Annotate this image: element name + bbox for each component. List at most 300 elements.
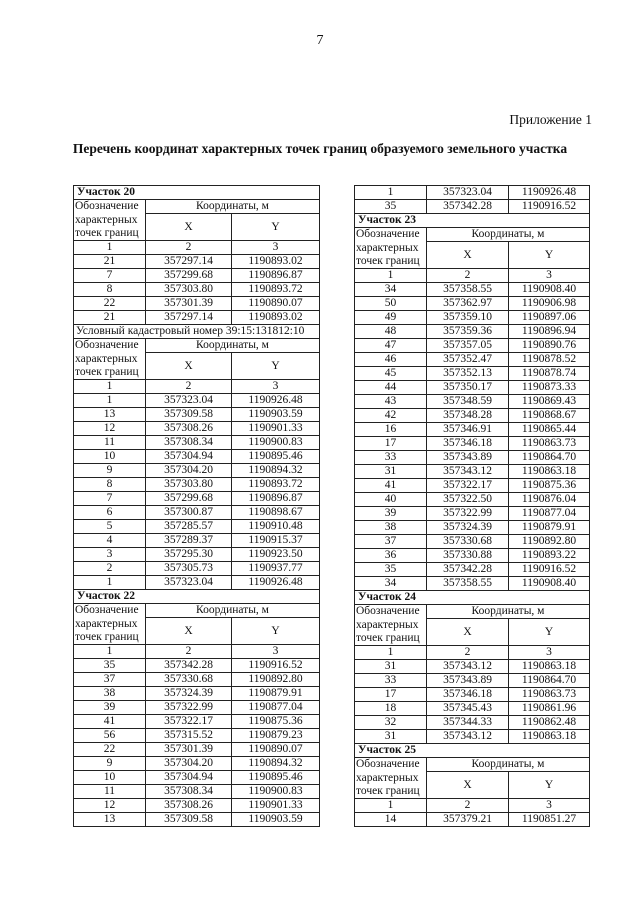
section-title-row <box>355 744 590 758</box>
table-row <box>355 563 590 577</box>
point-id: 11 <box>74 785 146 799</box>
y-value: 1190894.32 <box>232 464 320 478</box>
section-title-row <box>74 325 320 339</box>
section-title: Участок 20 <box>74 186 320 200</box>
y-value: 1190894.32 <box>232 757 320 771</box>
y-value: 1190878.74 <box>509 367 590 381</box>
y-value: 1190910.48 <box>232 520 320 534</box>
point-id: 10 <box>74 771 146 785</box>
x-value: 357308.34 <box>146 785 232 799</box>
x-value: 357343.89 <box>427 451 509 465</box>
x-value: 357330.68 <box>146 673 232 687</box>
column-number-row <box>355 646 590 660</box>
point-id: 37 <box>355 535 427 549</box>
table-row <box>74 297 320 311</box>
point-id: 38 <box>74 687 146 701</box>
designation-header-cont <box>355 619 427 646</box>
y-value: 1190863.18 <box>509 730 590 744</box>
coordinates-header: Координаты, м <box>427 228 590 242</box>
y-value: 1190916.52 <box>232 659 320 673</box>
column-number: 2 <box>427 799 509 813</box>
y-header: Y <box>232 214 320 241</box>
table-row <box>355 297 590 311</box>
point-id: 56 <box>74 729 146 743</box>
point-id: 4 <box>74 534 146 548</box>
x-value: 357379.21 <box>427 813 509 827</box>
point-id: 40 <box>355 493 427 507</box>
table-row <box>355 702 590 716</box>
x-value: 357348.59 <box>427 395 509 409</box>
table-row <box>74 478 320 492</box>
y-value: 1190863.18 <box>509 660 590 674</box>
designation-line: характерных <box>75 352 138 365</box>
point-id: 1 <box>74 394 146 408</box>
column-number: 1 <box>74 241 146 255</box>
table-row <box>355 493 590 507</box>
y-value: 1190864.70 <box>509 451 590 465</box>
y-value: 1190893.22 <box>509 549 590 563</box>
point-id: 11 <box>74 436 146 450</box>
x-header: X <box>427 242 509 269</box>
x-value: 357358.55 <box>427 577 509 591</box>
x-value: 357322.99 <box>146 701 232 715</box>
table-row <box>74 687 320 701</box>
x-value: 357352.13 <box>427 367 509 381</box>
y-value: 1190890.07 <box>232 297 320 311</box>
y-value: 1190895.46 <box>232 450 320 464</box>
y-value: 1190877.04 <box>509 507 590 521</box>
x-header: X <box>427 619 509 646</box>
designation-header: Обозначение <box>355 605 427 619</box>
y-value: 1190877.04 <box>232 701 320 715</box>
x-value: 357297.14 <box>146 255 232 269</box>
x-value: 357342.28 <box>427 563 509 577</box>
section-title-row <box>355 591 590 605</box>
x-header: X <box>427 772 509 799</box>
y-header: Y <box>232 618 320 645</box>
table-row <box>355 200 590 214</box>
x-value: 357346.18 <box>427 688 509 702</box>
y-header: Y <box>509 619 590 646</box>
x-header: X <box>146 618 232 645</box>
y-value: 1190908.40 <box>509 577 590 591</box>
y-value: 1190878.52 <box>509 353 590 367</box>
x-value: 357350.17 <box>427 381 509 395</box>
x-value: 357304.94 <box>146 450 232 464</box>
coordinates-header: Координаты, м <box>146 200 320 214</box>
point-id: 18 <box>355 702 427 716</box>
point-id: 43 <box>355 395 427 409</box>
x-value: 357308.34 <box>146 436 232 450</box>
table-row <box>74 715 320 729</box>
point-id: 35 <box>355 563 427 577</box>
page-number: 7 <box>316 33 324 48</box>
appendix-label: Приложение 1 <box>509 112 592 127</box>
coordinates-header: Координаты, м <box>427 758 590 772</box>
table-row <box>355 367 590 381</box>
point-id: 41 <box>355 479 427 493</box>
table-row <box>355 549 590 563</box>
point-id: 6 <box>74 506 146 520</box>
table-row <box>355 535 590 549</box>
y-value: 1190893.02 <box>232 311 320 325</box>
x-value: 357309.58 <box>146 408 232 422</box>
table-row <box>355 353 590 367</box>
point-id: 1 <box>355 186 427 200</box>
x-value: 357330.88 <box>427 549 509 563</box>
table-row <box>355 423 590 437</box>
y-value: 1190862.48 <box>509 716 590 730</box>
table-row <box>74 813 320 827</box>
x-value: 357322.99 <box>427 507 509 521</box>
point-id: 31 <box>355 730 427 744</box>
column-number: 2 <box>146 645 232 659</box>
y-header: Y <box>509 242 590 269</box>
point-id: 7 <box>74 492 146 506</box>
designation-header: Обозначение <box>355 228 427 242</box>
designation-line: точек границ <box>356 631 420 644</box>
table-row <box>355 479 590 493</box>
table-row <box>355 437 590 451</box>
point-id: 46 <box>355 353 427 367</box>
table-row <box>74 506 320 520</box>
x-value: 357343.12 <box>427 730 509 744</box>
y-value: 1190851.27 <box>509 813 590 827</box>
x-value: 357342.28 <box>427 200 509 214</box>
table-row <box>74 283 320 297</box>
y-value: 1190890.07 <box>232 743 320 757</box>
table-row <box>355 716 590 730</box>
point-id: 33 <box>355 451 427 465</box>
coordinates-table-left <box>73 185 320 827</box>
header-row <box>355 772 590 799</box>
table-row <box>74 729 320 743</box>
y-value: 1190879.23 <box>232 729 320 743</box>
point-id: 10 <box>74 450 146 464</box>
point-id: 8 <box>74 283 146 297</box>
y-value: 1190893.02 <box>232 255 320 269</box>
table-row <box>355 521 590 535</box>
x-value: 357352.47 <box>427 353 509 367</box>
point-id: 5 <box>74 520 146 534</box>
point-id: 38 <box>355 521 427 535</box>
section-title: Участок 22 <box>74 590 320 604</box>
x-value: 357315.52 <box>146 729 232 743</box>
x-value: 357295.30 <box>146 548 232 562</box>
x-value: 357303.80 <box>146 283 232 297</box>
column-number: 1 <box>74 645 146 659</box>
section-title-row <box>74 186 320 200</box>
column-number-row <box>74 241 320 255</box>
point-id: 21 <box>74 255 146 269</box>
column-number: 3 <box>509 269 590 283</box>
y-value: 1190901.33 <box>232 422 320 436</box>
table-row <box>74 534 320 548</box>
x-value: 357348.28 <box>427 409 509 423</box>
designation-header-cont <box>355 772 427 799</box>
y-value: 1190900.83 <box>232 785 320 799</box>
header-row <box>355 619 590 646</box>
table-row <box>355 577 590 591</box>
point-id: 32 <box>355 716 427 730</box>
point-id: 2 <box>74 562 146 576</box>
column-number-row <box>355 269 590 283</box>
header-row <box>74 618 320 645</box>
y-value: 1190893.72 <box>232 478 320 492</box>
x-value: 357342.28 <box>146 659 232 673</box>
point-id: 17 <box>355 437 427 451</box>
designation-header: Обозначение <box>74 200 146 214</box>
column-number: 3 <box>509 646 590 660</box>
point-id: 48 <box>355 325 427 339</box>
designation-header: Обозначение <box>74 339 146 353</box>
x-value: 357308.26 <box>146 422 232 436</box>
column-number: 1 <box>74 380 146 394</box>
table-row <box>355 395 590 409</box>
table-row <box>355 186 590 200</box>
table-row <box>74 799 320 813</box>
y-value: 1190890.76 <box>509 339 590 353</box>
section-title: Участок 24 <box>355 591 590 605</box>
x-value: 357300.87 <box>146 506 232 520</box>
y-value: 1190873.33 <box>509 381 590 395</box>
column-number: 3 <box>232 645 320 659</box>
section-title-row <box>74 590 320 604</box>
table-row <box>355 283 590 297</box>
table-row <box>74 408 320 422</box>
header-row <box>355 758 590 772</box>
x-value: 357344.33 <box>427 716 509 730</box>
table-row <box>74 422 320 436</box>
table-row <box>74 255 320 269</box>
column-number-row <box>355 799 590 813</box>
x-value: 357305.73 <box>146 562 232 576</box>
point-id: 39 <box>74 701 146 715</box>
designation-line: характерных <box>75 617 138 630</box>
x-header: X <box>146 214 232 241</box>
x-value: 357322.17 <box>427 479 509 493</box>
x-value: 357301.39 <box>146 743 232 757</box>
table-row <box>355 451 590 465</box>
header-row <box>74 604 320 618</box>
point-id: 33 <box>355 674 427 688</box>
point-id: 9 <box>74 464 146 478</box>
table-row <box>355 688 590 702</box>
table-row <box>74 701 320 715</box>
y-value: 1190868.67 <box>509 409 590 423</box>
x-value: 357324.39 <box>427 521 509 535</box>
y-value: 1190897.06 <box>509 311 590 325</box>
point-id: 7 <box>74 269 146 283</box>
x-value: 357299.68 <box>146 269 232 283</box>
header-row <box>355 605 590 619</box>
y-value: 1190926.48 <box>232 576 320 590</box>
y-value: 1190916.52 <box>509 200 590 214</box>
x-value: 357362.97 <box>427 297 509 311</box>
y-value: 1190901.33 <box>232 799 320 813</box>
point-id: 37 <box>74 673 146 687</box>
x-value: 357323.04 <box>427 186 509 200</box>
table-row <box>355 311 590 325</box>
table-row <box>355 409 590 423</box>
x-value: 357303.80 <box>146 478 232 492</box>
table-row <box>355 339 590 353</box>
y-value: 1190893.72 <box>232 283 320 297</box>
y-value: 1190864.70 <box>509 674 590 688</box>
table-row <box>74 450 320 464</box>
x-value: 357289.37 <box>146 534 232 548</box>
y-value: 1190863.73 <box>509 688 590 702</box>
y-value: 1190879.91 <box>232 687 320 701</box>
designation-header-cont <box>74 214 146 241</box>
table-row <box>355 730 590 744</box>
x-value: 357343.89 <box>427 674 509 688</box>
header-row <box>74 339 320 353</box>
y-value: 1190863.18 <box>509 465 590 479</box>
table-row <box>355 660 590 674</box>
y-value: 1190875.36 <box>232 715 320 729</box>
designation-line: точек границ <box>356 254 420 267</box>
designation-line: характерных <box>75 213 138 226</box>
point-id: 39 <box>355 507 427 521</box>
header-row <box>355 242 590 269</box>
y-value: 1190923.50 <box>232 548 320 562</box>
y-value: 1190875.36 <box>509 479 590 493</box>
point-id: 35 <box>74 659 146 673</box>
y-value: 1190895.46 <box>232 771 320 785</box>
column-number: 3 <box>232 380 320 394</box>
x-value: 357357.05 <box>427 339 509 353</box>
x-value: 357359.10 <box>427 311 509 325</box>
y-value: 1190906.98 <box>509 297 590 311</box>
y-value: 1190879.91 <box>509 521 590 535</box>
y-value: 1190863.73 <box>509 437 590 451</box>
designation-line: точек границ <box>75 226 139 239</box>
y-value: 1190926.48 <box>232 394 320 408</box>
designation-line: точек границ <box>75 365 139 378</box>
table-row <box>74 659 320 673</box>
point-id: 16 <box>355 423 427 437</box>
y-value: 1190937.77 <box>232 562 320 576</box>
x-value: 357359.36 <box>427 325 509 339</box>
designation-header-cont <box>74 353 146 380</box>
y-value: 1190898.67 <box>232 506 320 520</box>
designation-header: Обозначение <box>355 758 427 772</box>
x-value: 357308.26 <box>146 799 232 813</box>
y-header: Y <box>232 353 320 380</box>
y-value: 1190869.43 <box>509 395 590 409</box>
point-id: 3 <box>74 548 146 562</box>
y-value: 1190903.59 <box>232 408 320 422</box>
x-value: 357285.57 <box>146 520 232 534</box>
y-value: 1190892.80 <box>232 673 320 687</box>
y-value: 1190861.96 <box>509 702 590 716</box>
table-row <box>74 548 320 562</box>
column-number: 3 <box>232 241 320 255</box>
x-value: 357346.91 <box>427 423 509 437</box>
header-row <box>355 228 590 242</box>
point-id: 17 <box>355 688 427 702</box>
point-id: 31 <box>355 660 427 674</box>
designation-header-cont <box>74 618 146 645</box>
table-row <box>74 785 320 799</box>
x-value: 357304.20 <box>146 757 232 771</box>
table-row <box>74 771 320 785</box>
section-title: Участок 23 <box>355 214 590 228</box>
table-row <box>355 465 590 479</box>
designation-line: характерных <box>356 241 419 254</box>
x-value: 357345.43 <box>427 702 509 716</box>
point-id: 45 <box>355 367 427 381</box>
y-value: 1190916.52 <box>509 563 590 577</box>
section-title-row <box>355 214 590 228</box>
header-row <box>74 353 320 380</box>
point-id: 47 <box>355 339 427 353</box>
y-value: 1190926.48 <box>509 186 590 200</box>
x-header: X <box>146 353 232 380</box>
point-id: 12 <box>74 422 146 436</box>
y-value: 1190865.44 <box>509 423 590 437</box>
document-title: Перечень координат характерных точек границ образуемого земельного участка <box>72 141 568 156</box>
column-number: 2 <box>146 241 232 255</box>
x-value: 357346.18 <box>427 437 509 451</box>
column-number: 1 <box>355 646 427 660</box>
y-value: 1190896.94 <box>509 325 590 339</box>
x-value: 357322.50 <box>427 493 509 507</box>
designation-line: точек границ <box>356 784 420 797</box>
table-row <box>74 520 320 534</box>
coordinates-header: Координаты, м <box>427 605 590 619</box>
point-id: 41 <box>74 715 146 729</box>
coordinates-header: Координаты, м <box>146 604 320 618</box>
point-id: 34 <box>355 283 427 297</box>
point-id: 21 <box>74 311 146 325</box>
x-value: 357330.68 <box>427 535 509 549</box>
column-number: 3 <box>509 799 590 813</box>
column-number: 2 <box>427 269 509 283</box>
point-id: 34 <box>355 577 427 591</box>
y-value: 1190896.87 <box>232 269 320 283</box>
x-value: 357343.12 <box>427 465 509 479</box>
table-row <box>74 436 320 450</box>
x-value: 357304.20 <box>146 464 232 478</box>
point-id: 36 <box>355 549 427 563</box>
coordinates-table-right <box>354 185 590 827</box>
x-value: 357304.94 <box>146 771 232 785</box>
table-row <box>74 673 320 687</box>
y-value: 1190903.59 <box>232 813 320 827</box>
y-value: 1190915.37 <box>232 534 320 548</box>
point-id: 44 <box>355 381 427 395</box>
x-value: 357323.04 <box>146 394 232 408</box>
x-value: 357322.17 <box>146 715 232 729</box>
table-row <box>355 813 590 827</box>
table-row <box>74 311 320 325</box>
table-row <box>74 464 320 478</box>
designation-line: характерных <box>356 771 419 784</box>
table-row <box>355 507 590 521</box>
x-value: 357309.58 <box>146 813 232 827</box>
table-row <box>355 381 590 395</box>
point-id: 22 <box>74 297 146 311</box>
header-row <box>74 214 320 241</box>
point-id: 13 <box>74 408 146 422</box>
column-number: 2 <box>427 646 509 660</box>
x-value: 357324.39 <box>146 687 232 701</box>
section-title: Участок 25 <box>355 744 590 758</box>
column-number: 1 <box>355 799 427 813</box>
y-value: 1190896.87 <box>232 492 320 506</box>
